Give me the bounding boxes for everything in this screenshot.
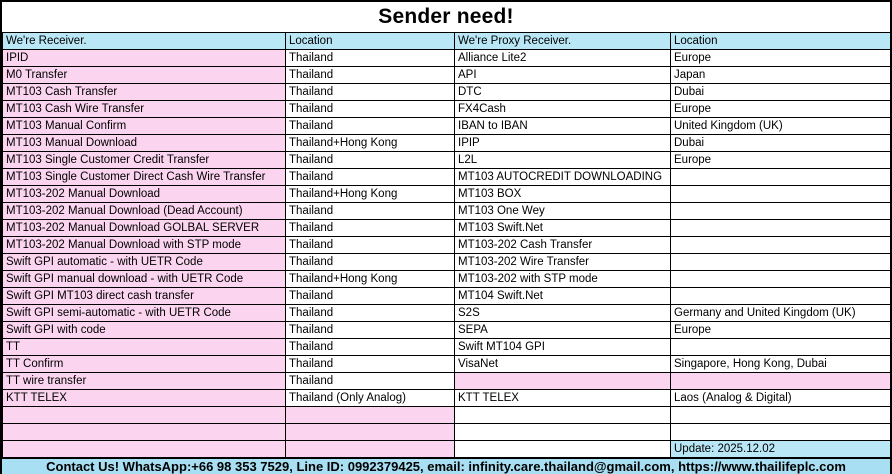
cell-receiver[interactable]: MT103-202 Manual Download with STP mode bbox=[3, 237, 286, 254]
column-header-proxy-receiver[interactable]: We're Proxy Receiver. bbox=[455, 33, 671, 50]
cell-location-1[interactable] bbox=[286, 407, 455, 424]
table-row bbox=[3, 288, 891, 305]
contact-footer bbox=[2, 458, 890, 474]
cell-receiver[interactable]: MT103 Cash Wire Transfer bbox=[3, 101, 286, 118]
table-row bbox=[3, 101, 891, 118]
cell-proxy-receiver[interactable]: API bbox=[455, 67, 671, 84]
cell-location-1[interactable]: Thailand bbox=[286, 254, 455, 271]
table-row bbox=[3, 118, 891, 135]
cell-location-2[interactable]: Europe bbox=[671, 101, 891, 118]
cell-receiver[interactable]: TT wire transfer bbox=[3, 373, 286, 390]
column-header-location-1[interactable]: Location bbox=[286, 33, 455, 50]
cell-proxy-receiver[interactable] bbox=[455, 441, 671, 458]
table-row bbox=[3, 424, 891, 441]
column-header-location-2[interactable]: Location bbox=[671, 33, 891, 50]
cell-location-1[interactable]: Thailand bbox=[286, 322, 455, 339]
table-row bbox=[3, 254, 891, 271]
table-row bbox=[3, 84, 891, 101]
cell-location-2[interactable] bbox=[671, 203, 891, 220]
cell-location-1[interactable]: Thailand bbox=[286, 101, 455, 118]
cell-proxy-receiver[interactable] bbox=[455, 424, 671, 441]
cell-location-1[interactable]: Thailand bbox=[286, 84, 455, 101]
cell-location-1[interactable]: Thailand bbox=[286, 237, 455, 254]
cell-location-1[interactable]: Thailand bbox=[286, 339, 455, 356]
cell-receiver[interactable] bbox=[3, 407, 286, 424]
cell-proxy-receiver[interactable]: FX4Cash bbox=[455, 101, 671, 118]
spreadsheet-sheet bbox=[2, 2, 890, 474]
cell-location-2[interactable]: Laos (Analog & Digital) bbox=[671, 390, 891, 407]
cell-receiver[interactable] bbox=[3, 424, 286, 441]
cell-location-1[interactable] bbox=[286, 441, 455, 458]
cell-location-1[interactable]: Thailand bbox=[286, 203, 455, 220]
table-row bbox=[3, 169, 891, 186]
table-header bbox=[3, 33, 891, 50]
contact-footer-text[interactable]: Contact Us! WhatsApp:+66 98 353 7529, Line ID: 0992379425, email: infinity.care.thailand@gmail.com, https://www.thailifeplc.com bbox=[46, 459, 846, 474]
cell-proxy-receiver[interactable]: MT103 AUTOCREDIT DOWNLOADING bbox=[455, 169, 671, 186]
cell-proxy-receiver[interactable]: SEPA bbox=[455, 322, 671, 339]
cell-receiver[interactable]: MT103 Single Customer Credit Transfer bbox=[3, 152, 286, 169]
cell-receiver[interactable]: MT103 Cash Transfer bbox=[3, 84, 286, 101]
cell-location-1[interactable]: Thailand+Hong Kong bbox=[286, 135, 455, 152]
cell-location-2[interactable] bbox=[671, 339, 891, 356]
cell-receiver[interactable]: Swift GPI MT103 direct cash transfer bbox=[3, 288, 286, 305]
cell-location-1[interactable]: Thailand+Hong Kong bbox=[286, 271, 455, 288]
sheet-title-bar bbox=[2, 2, 890, 32]
cell-proxy-receiver[interactable]: MT103 Swift.Net bbox=[455, 220, 671, 237]
cell-location-2[interactable]: Europe bbox=[671, 50, 891, 67]
cell-location-1[interactable]: Thailand bbox=[286, 67, 455, 84]
cell-proxy-receiver[interactable]: MT103-202 with STP mode bbox=[455, 271, 671, 288]
cell-location-1[interactable]: Thailand bbox=[286, 50, 455, 67]
cell-proxy-receiver[interactable]: Swift MT104 GPI bbox=[455, 339, 671, 356]
cell-proxy-receiver[interactable]: MT103 One Wey bbox=[455, 203, 671, 220]
cell-location-2[interactable] bbox=[671, 288, 891, 305]
cell-receiver[interactable]: TT bbox=[3, 339, 286, 356]
table-row bbox=[3, 339, 891, 356]
cell-receiver[interactable]: MT103 Manual Confirm bbox=[3, 118, 286, 135]
cell-location-2[interactable] bbox=[671, 407, 891, 424]
cell-proxy-receiver[interactable]: IBAN to IBAN bbox=[455, 118, 671, 135]
cell-receiver[interactable]: MT103 Single Customer Direct Cash Wire Transfer bbox=[3, 169, 286, 186]
cell-location-1[interactable]: Thailand bbox=[286, 220, 455, 237]
cell-location-1[interactable] bbox=[286, 424, 455, 441]
cell-location-2[interactable]: Dubai bbox=[671, 135, 891, 152]
table-row bbox=[3, 271, 891, 288]
cell-location-2[interactable] bbox=[671, 373, 891, 390]
cell-location-2[interactable]: Dubai bbox=[671, 84, 891, 101]
cell-proxy-receiver[interactable]: Alliance Lite2 bbox=[455, 50, 671, 67]
table-row bbox=[3, 237, 891, 254]
column-header-receiver[interactable]: We're Receiver. bbox=[3, 33, 286, 50]
cell-receiver[interactable]: Swift GPI with code bbox=[3, 322, 286, 339]
cell-proxy-receiver[interactable]: MT103-202 Cash Transfer bbox=[455, 237, 671, 254]
table-row bbox=[3, 203, 891, 220]
cell-proxy-receiver[interactable]: S2S bbox=[455, 305, 671, 322]
cell-location-1[interactable]: Thailand bbox=[286, 373, 455, 390]
table-row bbox=[3, 407, 891, 424]
cell-location-2[interactable]: Germany and United Kingdom (UK) bbox=[671, 305, 891, 322]
table-row bbox=[3, 356, 891, 373]
cell-proxy-receiver[interactable]: MT104 Swift.Net bbox=[455, 288, 671, 305]
table-row bbox=[3, 135, 891, 152]
page-title: Sender need! bbox=[378, 5, 514, 28]
cell-proxy-receiver[interactable]: DTC bbox=[455, 84, 671, 101]
data-table bbox=[2, 32, 891, 458]
cell-proxy-receiver[interactable] bbox=[455, 407, 671, 424]
table-row bbox=[3, 50, 891, 67]
cell-location-2[interactable]: Singapore, Hong Kong, Dubai bbox=[671, 356, 891, 373]
cell-proxy-receiver[interactable]: KTT TELEX bbox=[455, 390, 671, 407]
cell-receiver[interactable]: Swift GPI semi-automatic - with UETR Code bbox=[3, 305, 286, 322]
update-note: Update: 2025.12.02 bbox=[671, 441, 891, 458]
cell-receiver[interactable]: KTT TELEX bbox=[3, 390, 286, 407]
cell-receiver[interactable]: MT103-202 Manual Download bbox=[3, 186, 286, 203]
cell-receiver[interactable]: Swift GPI manual download - with UETR Code bbox=[3, 271, 286, 288]
cell-receiver[interactable]: IPID bbox=[3, 50, 286, 67]
cell-receiver[interactable]: M0 Transfer bbox=[3, 67, 286, 84]
cell-location-1[interactable]: Thailand bbox=[286, 356, 455, 373]
table-row bbox=[3, 186, 891, 203]
table-row bbox=[3, 305, 891, 322]
cell-location-2[interactable]: United Kingdom (UK) bbox=[671, 118, 891, 135]
table-row bbox=[3, 220, 891, 237]
table-row bbox=[3, 67, 891, 84]
cell-proxy-receiver[interactable]: MT103-202 Wire Transfer bbox=[455, 254, 671, 271]
cell-receiver[interactable]: MT103-202 Manual Download GOLBAL SERVER bbox=[3, 220, 286, 237]
cell-location-2[interactable] bbox=[671, 169, 891, 186]
cell-location-2[interactable] bbox=[671, 237, 891, 254]
cell-receiver[interactable] bbox=[3, 441, 286, 458]
table-row bbox=[3, 322, 891, 339]
table-row bbox=[3, 373, 891, 390]
cell-proxy-receiver[interactable]: MT103 BOX bbox=[455, 186, 671, 203]
cell-location-1[interactable]: Thailand bbox=[286, 288, 455, 305]
cell-location-1[interactable]: Thailand bbox=[286, 169, 455, 186]
cell-proxy-receiver[interactable]: VisaNet bbox=[455, 356, 671, 373]
cell-location-1[interactable]: Thailand bbox=[286, 152, 455, 169]
cell-location-2[interactable] bbox=[671, 220, 891, 237]
cell-location-2[interactable]: Europe bbox=[671, 322, 891, 339]
cell-location-2[interactable] bbox=[671, 254, 891, 271]
cell-location-1[interactable]: Thailand bbox=[286, 118, 455, 135]
table-row bbox=[3, 390, 891, 407]
table-row bbox=[3, 152, 891, 169]
cell-location-1[interactable]: Thailand+Hong Kong bbox=[286, 186, 455, 203]
cell-receiver[interactable]: MT103 Manual Download bbox=[3, 135, 286, 152]
cell-location-1[interactable]: Thailand (Only Analog) bbox=[286, 390, 455, 407]
cell-proxy-receiver[interactable]: L2L bbox=[455, 152, 671, 169]
cell-location-2[interactable]: Europe bbox=[671, 152, 891, 169]
cell-proxy-receiver[interactable] bbox=[455, 373, 671, 390]
cell-location-2[interactable]: Japan bbox=[671, 67, 891, 84]
cell-location-2[interactable] bbox=[671, 186, 891, 203]
cell-proxy-receiver[interactable]: IPIP bbox=[455, 135, 671, 152]
cell-location-1[interactable]: Thailand bbox=[286, 305, 455, 322]
cell-location-2[interactable] bbox=[671, 424, 891, 441]
table-row bbox=[3, 441, 891, 458]
cell-receiver[interactable]: TT Confirm bbox=[3, 356, 286, 373]
table-header-row bbox=[3, 33, 891, 50]
cell-receiver[interactable]: MT103-202 Manual Download (Dead Account) bbox=[3, 203, 286, 220]
cell-location-2[interactable] bbox=[671, 271, 891, 288]
cell-receiver[interactable]: Swift GPI automatic - with UETR Code bbox=[3, 254, 286, 271]
table-body bbox=[3, 50, 891, 458]
